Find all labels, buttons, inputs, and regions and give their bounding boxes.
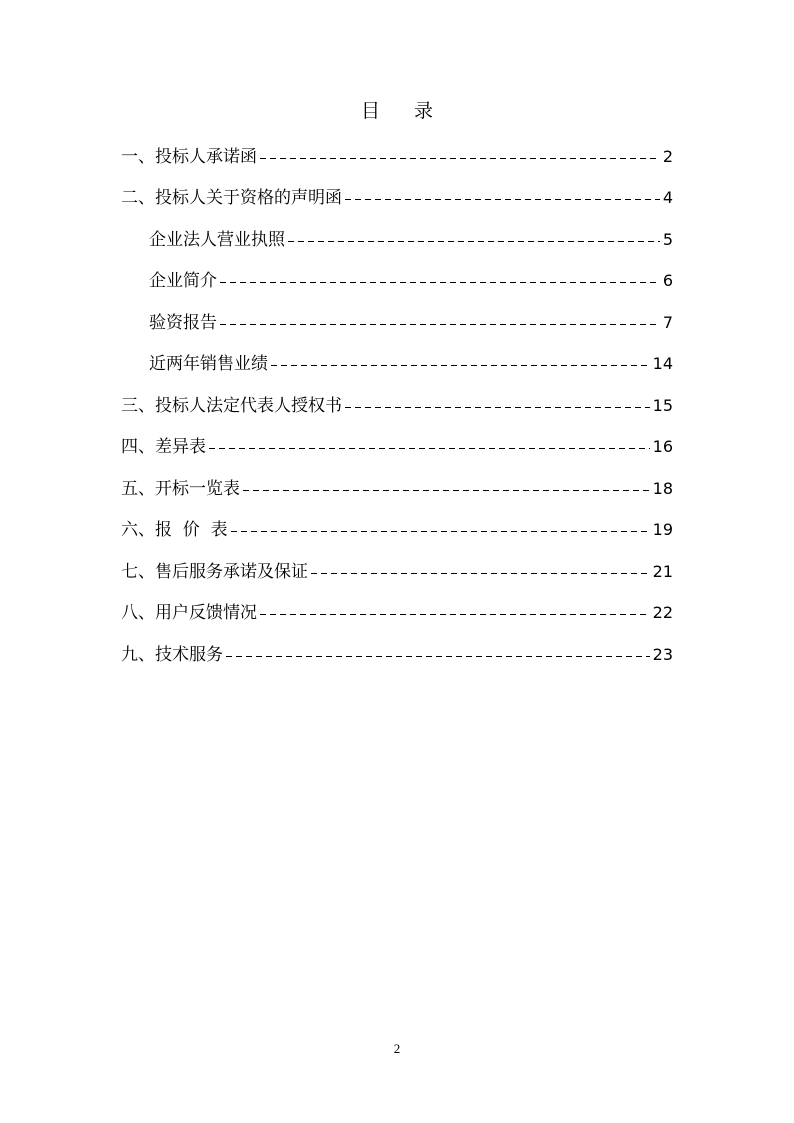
toc-page-number: 21	[652, 562, 673, 581]
toc-page-number: 23	[652, 645, 673, 664]
toc-entry-label[interactable]: 一、投标人承诺函	[121, 147, 257, 167]
toc-leader-dashes	[345, 394, 650, 418]
toc-leader-dashes	[260, 145, 660, 169]
toc-entry-label[interactable]: 二、投标人关于资格的声明函	[121, 188, 342, 208]
toc-leader-dashes	[311, 560, 650, 584]
toc-leader-dashes	[288, 228, 660, 252]
toc-entry-label[interactable]: 验资报告	[149, 313, 217, 333]
toc-page-number: 22	[652, 603, 673, 622]
toc-entry-authorization-letter[interactable]	[121, 394, 673, 418]
toc-entry-company-profile[interactable]	[149, 269, 673, 293]
toc-entry-label[interactable]: 企业简介	[149, 271, 217, 291]
toc-entry-sales-performance[interactable]	[149, 352, 673, 376]
toc-entry-label[interactable]: 六、报 价 表	[121, 520, 228, 540]
footer-page-number: 2	[393, 1041, 401, 1056]
toc-page-number: 19	[652, 520, 673, 539]
toc-leader-dashes	[260, 601, 650, 625]
toc-page-number: 16	[652, 437, 673, 456]
toc-leader-dashes	[231, 518, 650, 542]
toc-entry-label[interactable]: 三、投标人法定代表人授权书	[121, 396, 342, 416]
toc-page-number: 15	[652, 396, 673, 415]
toc-entry-label[interactable]: 四、差异表	[121, 437, 206, 457]
toc-page-number: 6	[662, 271, 673, 290]
toc-entry-label[interactable]: 七、售后服务承诺及保证	[121, 562, 308, 582]
toc-entry-commitment-letter[interactable]	[121, 145, 673, 169]
toc-entry-label[interactable]: 近两年销售业绩	[149, 354, 268, 374]
toc-entry-capital-verification-report[interactable]	[149, 311, 673, 335]
toc-entry-label[interactable]: 五、开标一览表	[121, 479, 240, 499]
toc-page-number: 18	[652, 479, 673, 498]
toc-entry-business-license[interactable]	[149, 228, 673, 252]
toc-entry-deviation-table[interactable]	[121, 435, 673, 459]
toc-entry-technical-service[interactable]	[121, 643, 673, 667]
page-title: 目 录	[360, 100, 448, 122]
toc-page-number: 4	[662, 188, 673, 207]
toc-entry-label[interactable]: 企业法人营业执照	[149, 230, 285, 250]
toc-entry-label[interactable]: 八、用户反馈情况	[121, 603, 257, 623]
toc-entry-qualification-statement[interactable]	[121, 186, 673, 210]
toc-leader-dashes	[243, 477, 650, 501]
toc-entry-price-quotation[interactable]	[121, 518, 673, 542]
toc-leader-dashes	[226, 643, 650, 667]
toc-leader-dashes	[220, 311, 660, 335]
toc-leader-dashes	[220, 269, 660, 293]
toc-page-number: 7	[662, 313, 673, 332]
toc-page-number: 2	[662, 147, 673, 166]
toc-page-number: 14	[652, 354, 673, 373]
toc-entry-label[interactable]: 九、技术服务	[121, 645, 223, 665]
toc-page-number: 5	[662, 230, 673, 249]
toc-entry-user-feedback[interactable]	[121, 601, 673, 625]
toc-leader-dashes	[209, 435, 650, 459]
toc-leader-dashes	[271, 352, 650, 376]
toc-leader-dashes	[345, 186, 660, 210]
toc-entry-bid-opening-summary[interactable]	[121, 477, 673, 501]
toc-entry-after-sales-commitment[interactable]	[121, 560, 673, 584]
